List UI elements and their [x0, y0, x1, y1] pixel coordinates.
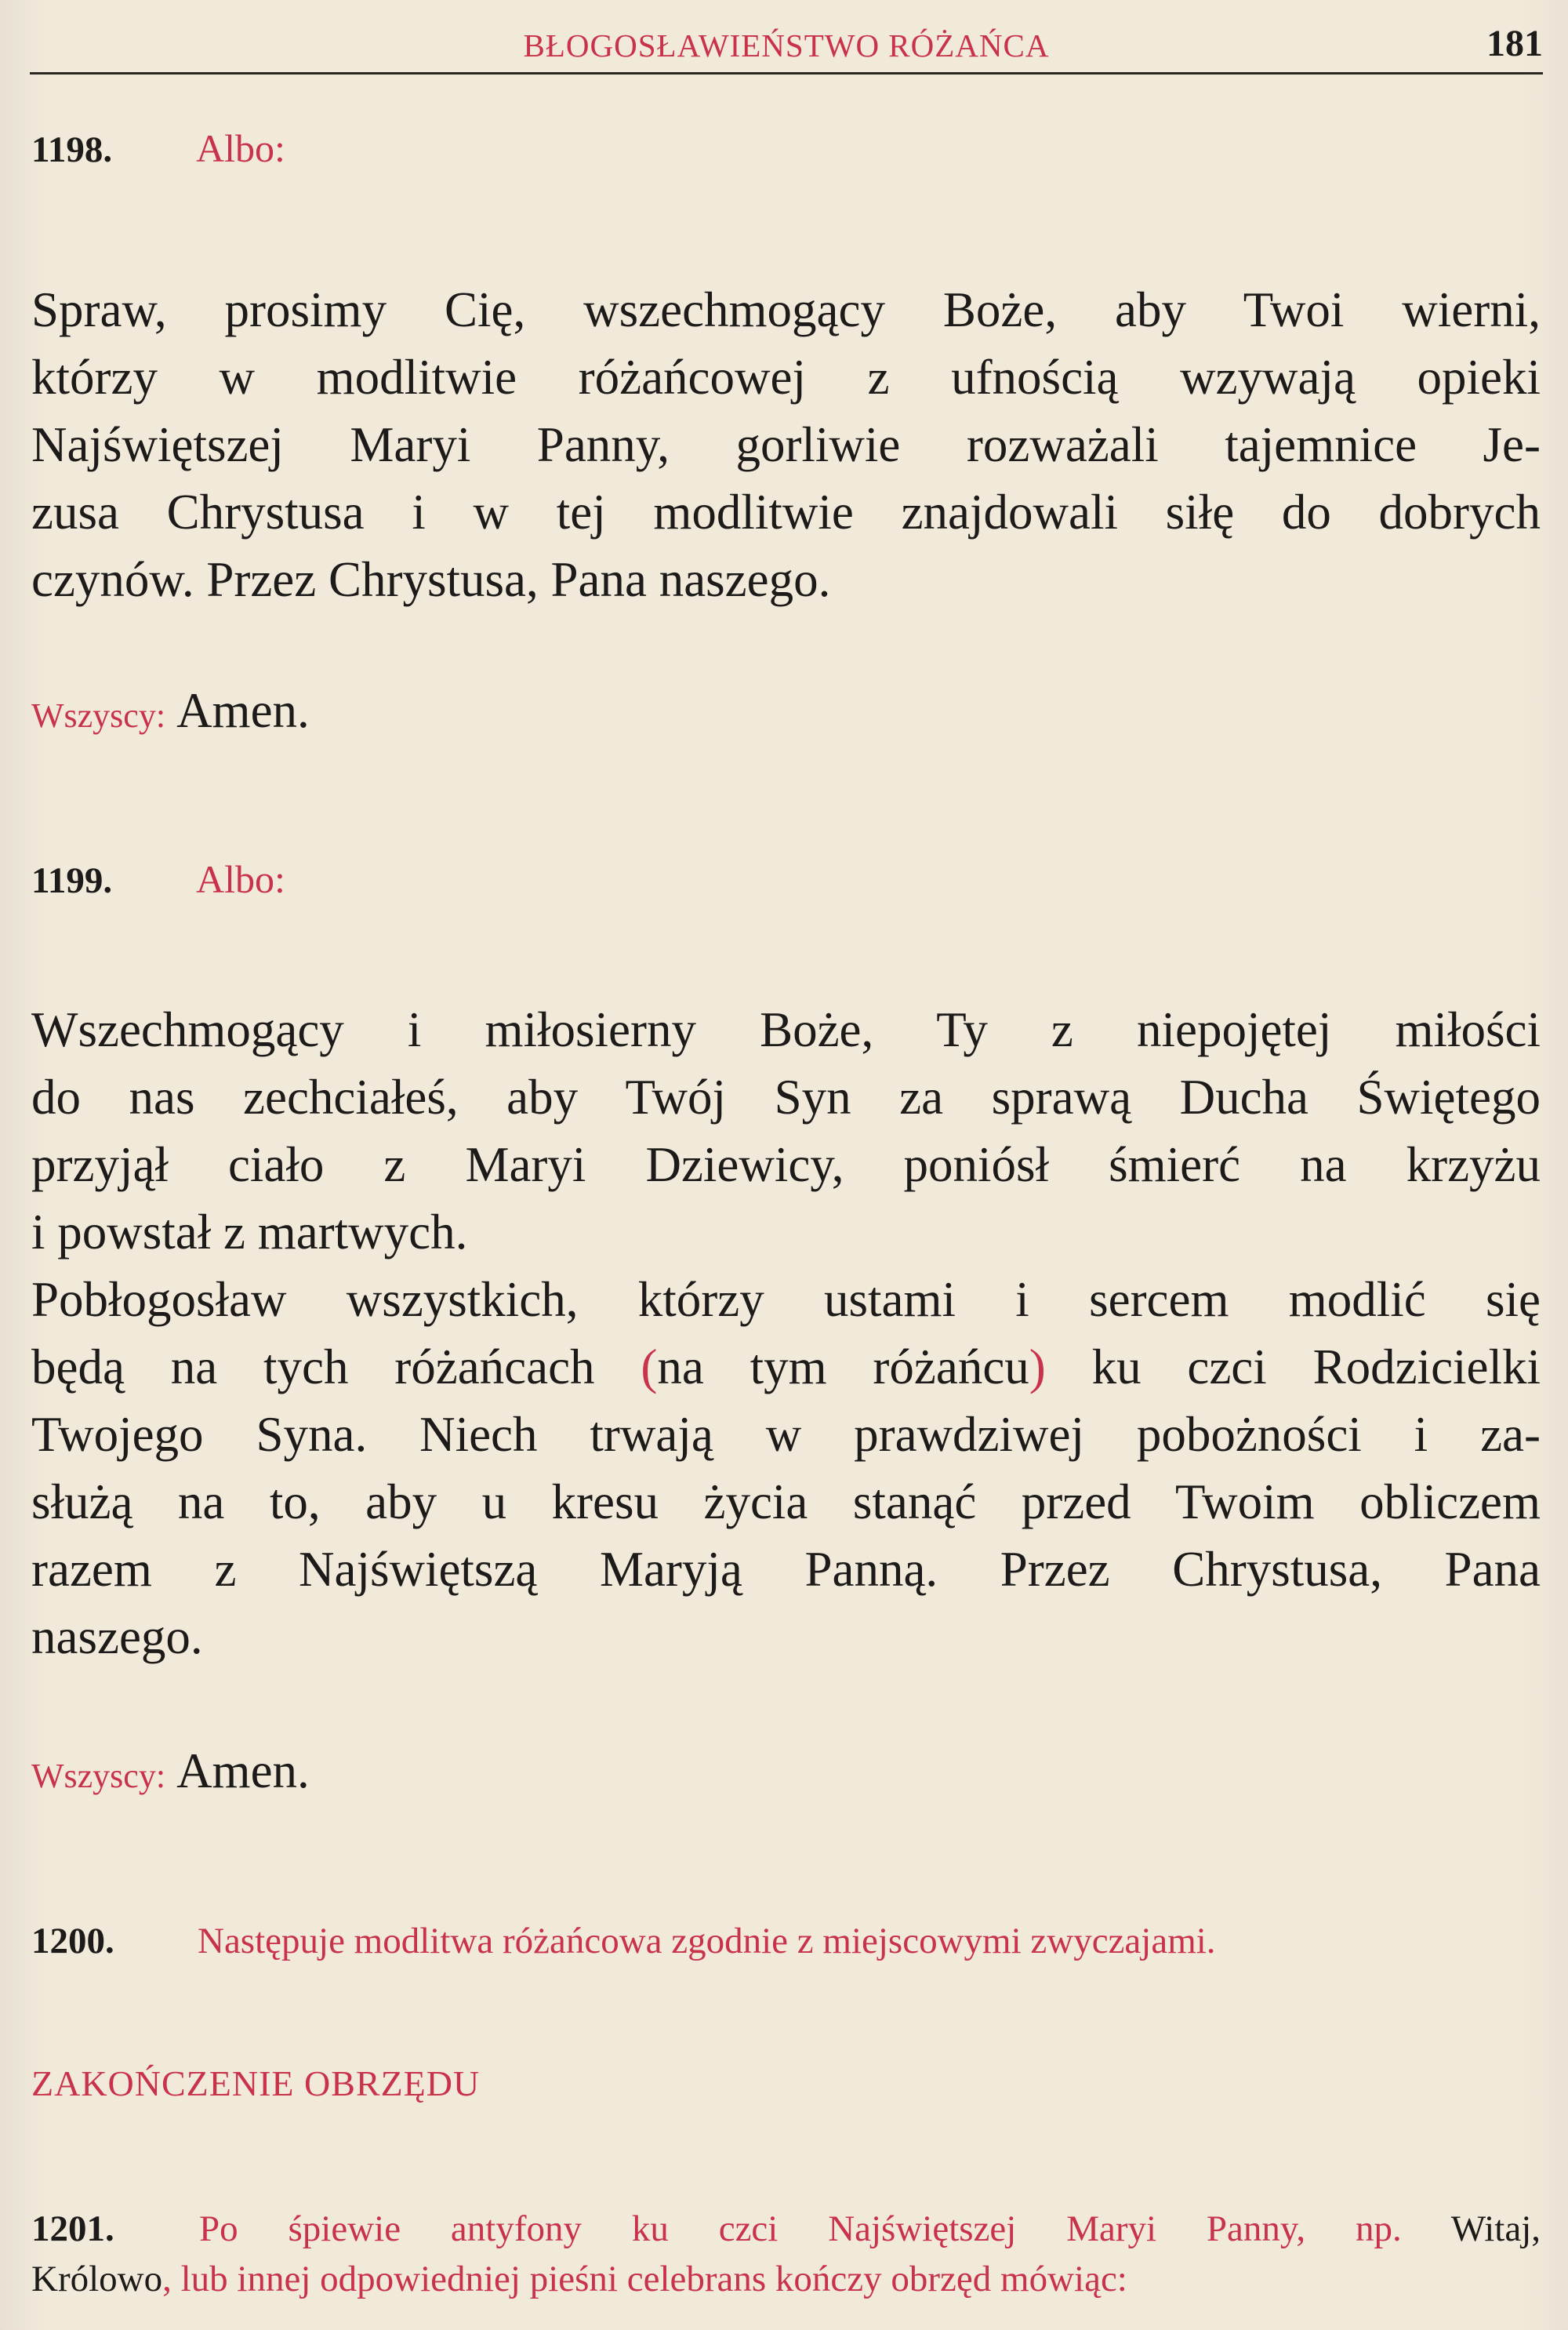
text-line: do nas zechciałeś, aby Twój Syn za sprawą Ducha Świętego [31, 1070, 1541, 1125]
paragraph-label: Albo: [196, 126, 285, 170]
response-text: Amen. [176, 683, 310, 738]
running-header [30, 16, 1543, 72]
text-line: razem z Najświętszą Maryją Panną. Przez Chrystusa, Pana [31, 1542, 1541, 1597]
paragraph-1199-prayer [31, 996, 1541, 1670]
response-text: Amen. [176, 1743, 310, 1798]
paragraph-number: 1200. [31, 1921, 114, 1961]
header-rule [30, 72, 1543, 75]
text-segment-alternative: na tym różańcu [657, 1339, 1029, 1394]
text-segment: ku czci Rodzicielki [1045, 1339, 1541, 1394]
text-line: Najświętszej Maryi Panny, gorliwie rozważali tajemnice Je- [31, 417, 1541, 472]
paragraph-number: 1199. [31, 860, 113, 901]
paragraph-1199-response [31, 1743, 1541, 1800]
text-line: służą na to, aby u kresu życia stanąć przed Twoim obliczem [31, 1474, 1541, 1529]
text-line: zusa Chrystusa i w tej modlitwie znajdowali siłę do dobrych [31, 485, 1541, 540]
paragraph-number: 1198. [31, 129, 113, 170]
paren-close: ) [1029, 1339, 1046, 1394]
response-speaker: Wszyscy: [31, 1757, 166, 1795]
text-line: Twojego Syna. Niech trwają w prawdziwej pobożności i za- [31, 1407, 1541, 1462]
text-line [31, 2204, 1541, 2254]
paragraph-1201 [31, 2204, 1541, 2304]
running-header-title: BŁOGOSŁAWIEŃSTWO RÓŻAŃCA [523, 27, 1050, 64]
rubric-text: Po śpiewie antyfony ku czci Najświętszej Maryi Panny, np. [199, 2208, 1402, 2249]
text-line: naszego. [31, 1609, 203, 1664]
text-line [31, 2254, 1541, 2304]
paragraph-1198-prayer [31, 276, 1541, 613]
hymn-title: Królowo [31, 2259, 163, 2299]
text-line-with-alternative [31, 1333, 1541, 1401]
paragraph-1198-response [31, 682, 1541, 740]
paragraph-1199-heading [31, 856, 1541, 902]
text-line: którzy w modlitwie różańcowej z ufnością wzywają opieki [31, 350, 1541, 405]
page-number: 181 [1486, 23, 1543, 64]
text-line: Pobłogosław wszystkich, którzy ustami i sercem modlić się [31, 1272, 1541, 1327]
paragraph-1198-heading [31, 125, 1541, 171]
section-heading: ZAKOŃCZENIE OBRZĘDU [31, 2063, 481, 2103]
paragraph-number: 1201. [31, 2208, 114, 2249]
paragraph-label: Albo: [196, 857, 285, 901]
text-line: czynów. Przez Chrystusa, Pana naszego. [31, 552, 831, 607]
text-line: Wszechmogący i miłosierny Boże, Ty z niepojętej miłości [31, 1002, 1541, 1057]
text-line: i powstał z martwych. [31, 1205, 468, 1260]
paren-open: ( [641, 1339, 658, 1394]
text-line: przyjął ciało z Maryi Dziewicy, poniósł śmierć na krzyżu [31, 1137, 1541, 1192]
paragraph-1200 [31, 1920, 1541, 1962]
text-line: Spraw, prosimy Cię, wszechmogący Boże, aby Twoi wierni, [31, 282, 1541, 337]
text-segment: będą na tych różańcach [31, 1339, 641, 1394]
rubric-text: , lub innej odpowiedniej pieśni celebrans kończy obrzęd mówiąc: [162, 2259, 1127, 2299]
response-speaker: Wszyscy: [31, 696, 166, 735]
hymn-title: Witaj, [1450, 2208, 1541, 2249]
rubric-text: Następuje modlitwa różańcowa zgodnie z miejscowymi zwyczajami. [198, 1921, 1216, 1961]
